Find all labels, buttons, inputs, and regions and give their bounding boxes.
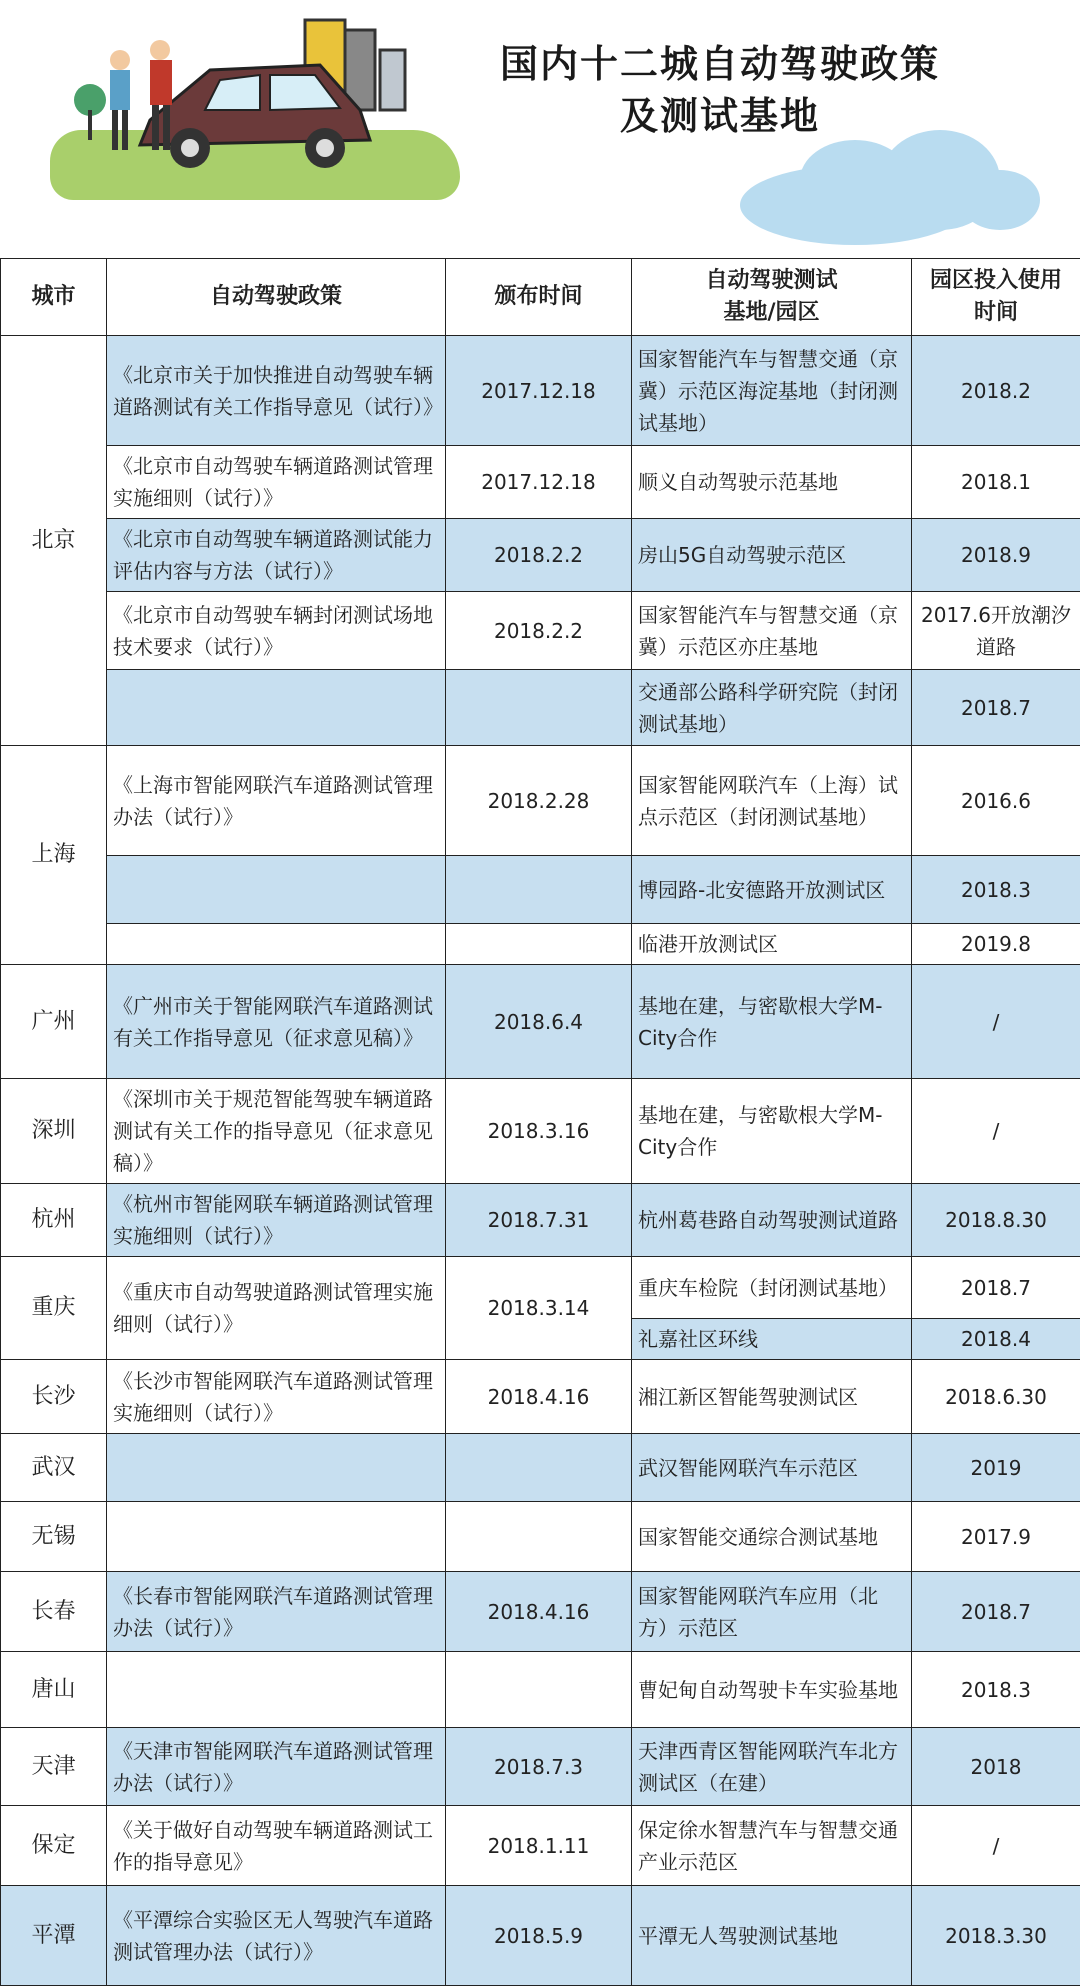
- open-cell: 2017.6开放潮汐道路: [912, 592, 1080, 670]
- open-cell: 2018.8.30: [912, 1184, 1080, 1257]
- city-cell: 保定: [1, 1806, 107, 1886]
- open-cell: /: [912, 1079, 1080, 1184]
- policy-cell: 《北京市自动驾驶车辆封闭测试场地技术要求（试行）》: [107, 592, 446, 670]
- policy-cell: 《关于做好自动驾驶车辆道路测试工作的指导意见》: [107, 1806, 446, 1886]
- table-row: [1, 1079, 1080, 1184]
- city-cell: 北京: [1, 336, 107, 746]
- policy-cell: [107, 1652, 446, 1728]
- open-cell: /: [912, 1806, 1080, 1886]
- header-open: [912, 259, 1080, 336]
- header-base-line1: 自动驾驶测试: [638, 265, 905, 297]
- date-cell: [446, 856, 632, 924]
- date-cell: 2018.4.16: [446, 1360, 632, 1434]
- table-row: [1, 1502, 1080, 1572]
- city-cell: 广州: [1, 965, 107, 1079]
- table-row: [1, 1652, 1080, 1728]
- city-cell: 重庆: [1, 1257, 107, 1360]
- table-row: [1, 924, 1080, 965]
- policy-cell: 《长春市智能网联汽车道路测试管理办法（试行）》: [107, 1572, 446, 1652]
- date-cell: 2018.4.16: [446, 1572, 632, 1652]
- table-row: [1, 1360, 1080, 1434]
- date-cell: 2018.6.4: [446, 965, 632, 1079]
- city-cell: 上海: [1, 746, 107, 965]
- base-cell: 武汉智能网联汽车示范区: [632, 1434, 912, 1502]
- policy-cell: 《北京市自动驾驶车辆道路测试能力评估内容与方法（试行）》: [107, 519, 446, 592]
- city-cell: 长春: [1, 1572, 107, 1652]
- table-row: [1, 965, 1080, 1079]
- open-cell: 2018.3: [912, 1652, 1080, 1728]
- policy-cell: 《广州市关于智能网联汽车道路测试有关工作指导意见（征求意见稿）》: [107, 965, 446, 1079]
- policy-cell: 《杭州市智能网联车辆道路测试管理实施细则（试行）》: [107, 1184, 446, 1257]
- table-row: [1, 592, 1080, 670]
- table-row: [1, 856, 1080, 924]
- policy-cell: 《重庆市自动驾驶道路测试管理实施细则（试行）》: [107, 1257, 446, 1360]
- base-cell: 国家智能汽车与智慧交通（京冀）示范区海淀基地（封闭测试基地）: [632, 336, 912, 446]
- base-cell: 重庆车检院（封闭测试基地）: [632, 1257, 912, 1319]
- cloud-decoration: [800, 140, 910, 220]
- policy-cell: [107, 924, 446, 965]
- date-cell: [446, 924, 632, 965]
- date-cell: 2018.2.2: [446, 519, 632, 592]
- date-cell: [446, 1502, 632, 1572]
- policy-cell: 《天津市智能网联汽车道路测试管理办法（试行）》: [107, 1728, 446, 1806]
- open-cell: 2018.3: [912, 856, 1080, 924]
- header-date: 颁布时间: [446, 259, 632, 336]
- city-cell: 长沙: [1, 1360, 107, 1434]
- table-row: [1, 1257, 1080, 1319]
- table-header-row: [1, 259, 1080, 336]
- city-cell: 平潭: [1, 1886, 107, 1986]
- date-cell: 2018.1.11: [446, 1806, 632, 1886]
- open-cell: 2018.1: [912, 446, 1080, 519]
- policy-cell: [107, 1434, 446, 1502]
- city-cell: 无锡: [1, 1502, 107, 1572]
- base-cell: 曹妃甸自动驾驶卡车实验基地: [632, 1652, 912, 1728]
- open-cell: 2018.7: [912, 1257, 1080, 1319]
- header-policy: 自动驾驶政策: [107, 259, 446, 336]
- table-row: [1, 1184, 1080, 1257]
- open-cell: 2018.6.30: [912, 1360, 1080, 1434]
- base-cell: 临港开放测试区: [632, 924, 912, 965]
- base-cell: 基地在建，与密歇根大学M-City合作: [632, 965, 912, 1079]
- table-row: [1, 1572, 1080, 1652]
- date-cell: [446, 1434, 632, 1502]
- base-cell: 湘江新区智能驾驶测试区: [632, 1360, 912, 1434]
- header-base: [632, 259, 912, 336]
- table-row: [1, 446, 1080, 519]
- open-cell: 2017.9: [912, 1502, 1080, 1572]
- base-cell: 杭州葛巷路自动驾驶测试道路: [632, 1184, 912, 1257]
- date-cell: 2017.12.18: [446, 336, 632, 446]
- open-cell: 2018.2: [912, 336, 1080, 446]
- table-row: [1, 746, 1080, 856]
- date-cell: 2018.7.3: [446, 1728, 632, 1806]
- open-cell: 2019.8: [912, 924, 1080, 965]
- base-cell: 基地在建，与密歇根大学M-City合作: [632, 1079, 912, 1184]
- date-cell: 2018.2.2: [446, 592, 632, 670]
- policy-cell: 《上海市智能网联汽车道路测试管理办法（试行）》: [107, 746, 446, 856]
- open-cell: 2019: [912, 1434, 1080, 1502]
- table-row: [1, 1886, 1080, 1986]
- base-cell: 保定徐水智慧汽车与智慧交通产业示范区: [632, 1806, 912, 1886]
- table-row: [1, 1434, 1080, 1502]
- date-cell: 2017.12.18: [446, 446, 632, 519]
- base-cell: 国家智能交通综合测试基地: [632, 1502, 912, 1572]
- policy-cell: [107, 856, 446, 924]
- header-city: 城市: [1, 259, 107, 336]
- title-line-1: 国内十二城自动驾驶政策: [480, 38, 960, 90]
- city-cell: 唐山: [1, 1652, 107, 1728]
- base-cell: 平潭无人驾驶测试基地: [632, 1886, 912, 1986]
- base-cell: 国家智能网联汽车应用（北方）示范区: [632, 1572, 912, 1652]
- car-illustration: [60, 10, 460, 190]
- cloud-decoration: [960, 170, 1040, 230]
- open-cell: 2016.6: [912, 746, 1080, 856]
- policy-cell: 《长沙市智能网联汽车道路测试管理实施细则（试行）》: [107, 1360, 446, 1434]
- base-cell: 国家智能网联汽车（上海）试点示范区（封闭测试基地）: [632, 746, 912, 856]
- city-cell: 武汉: [1, 1434, 107, 1502]
- policy-table: [0, 258, 1080, 1986]
- policy-cell: 《北京市关于加快推进自动驾驶车辆道路测试有关工作指导意见（试行）》: [107, 336, 446, 446]
- date-cell: 2018.3.14: [446, 1257, 632, 1360]
- table-row: [1, 519, 1080, 592]
- page-title: [480, 38, 960, 142]
- date-cell: 2018.3.16: [446, 1079, 632, 1184]
- base-cell: 顺义自动驾驶示范基地: [632, 446, 912, 519]
- open-cell: /: [912, 965, 1080, 1079]
- table-row: [1, 1806, 1080, 1886]
- date-cell: [446, 670, 632, 746]
- open-cell: 2018.7: [912, 670, 1080, 746]
- header-open-line2: 时间: [918, 297, 1074, 329]
- city-cell: 深圳: [1, 1079, 107, 1184]
- date-cell: 2018.5.9: [446, 1886, 632, 1986]
- open-cell: 2018.4: [912, 1319, 1080, 1360]
- open-cell: 2018.3.30: [912, 1886, 1080, 1986]
- date-cell: 2018.7.31: [446, 1184, 632, 1257]
- open-cell: 2018.9: [912, 519, 1080, 592]
- table-row: [1, 336, 1080, 446]
- policy-cell: [107, 670, 446, 746]
- date-cell: [446, 1652, 632, 1728]
- policy-cell: 《平潭综合实验区无人驾驶汽车道路测试管理办法（试行）》: [107, 1886, 446, 1986]
- table-row: [1, 1728, 1080, 1806]
- header-banner: [0, 0, 1080, 255]
- header-open-line1: 园区投入使用: [918, 265, 1074, 297]
- base-cell: 天津西青区智能网联汽车北方测试区（在建）: [632, 1728, 912, 1806]
- base-cell: 房山5G自动驾驶示范区: [632, 519, 912, 592]
- open-cell: 2018.7: [912, 1572, 1080, 1652]
- title-line-2: 及测试基地: [480, 90, 960, 142]
- city-cell: 天津: [1, 1728, 107, 1806]
- base-cell: 交通部公路科学研究院（封闭测试基地）: [632, 670, 912, 746]
- base-cell: 博园路-北安德路开放测试区: [632, 856, 912, 924]
- policy-cell: 《北京市自动驾驶车辆道路测试管理实施细则（试行）》: [107, 446, 446, 519]
- base-cell: 国家智能汽车与智慧交通（京冀）示范区亦庄基地: [632, 592, 912, 670]
- policy-cell: [107, 1502, 446, 1572]
- header-base-line2: 基地/园区: [638, 297, 905, 329]
- date-cell: 2018.2.28: [446, 746, 632, 856]
- city-cell: 杭州: [1, 1184, 107, 1257]
- table-row: [1, 670, 1080, 746]
- open-cell: 2018: [912, 1728, 1080, 1806]
- policy-cell: 《深圳市关于规范智能驾驶车辆道路测试有关工作的指导意见（征求意见稿）》: [107, 1079, 446, 1184]
- base-cell: 礼嘉社区环线: [632, 1319, 912, 1360]
